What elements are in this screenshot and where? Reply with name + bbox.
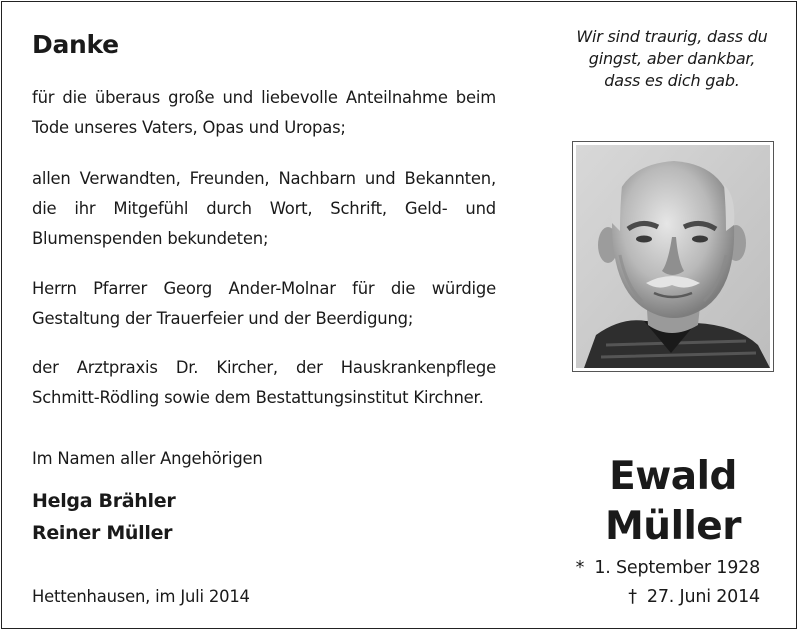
cross-icon: † bbox=[628, 587, 637, 607]
quote-line: Wir sind traurig, dass du bbox=[576, 27, 768, 46]
portrait-image bbox=[576, 145, 770, 368]
thanks-paragraph-3: Herrn Pfarrer Georg Ander-Molnar für die würdige Gestaltung der Trauerfeier und der Beerdigung; bbox=[32, 279, 496, 328]
signer-name: Reiner Müller bbox=[32, 522, 173, 544]
deceased-last-name: Müller bbox=[605, 504, 741, 549]
thanks-paragraph-1: für die überaus große und liebevolle Anteilnahme beim Tode unseres Vaters, Opas und Uropas; bbox=[32, 88, 496, 137]
page-title: Danke bbox=[32, 30, 119, 59]
family-intro: Im Namen aller Angehörigen bbox=[32, 449, 263, 468]
quote-line: gingst, aber dankbar, bbox=[588, 49, 756, 68]
birth-date: 1. September 1928 bbox=[594, 558, 760, 578]
place-date: Hettenhausen, im Juli 2014 bbox=[32, 587, 250, 606]
quote-line: dass es dich gab. bbox=[604, 71, 740, 90]
death-date: 27. Juni 2014 bbox=[646, 587, 760, 607]
death-date-line bbox=[624, 587, 760, 607]
deceased-first-name: Ewald bbox=[609, 454, 737, 499]
memorial-quote bbox=[567, 26, 777, 92]
birth-date-line bbox=[571, 558, 760, 578]
portrait-photo bbox=[572, 141, 774, 372]
birth-symbol: * bbox=[575, 558, 585, 578]
thanks-paragraph-4: der Arztpraxis Dr. Kircher, der Hauskrankenpflege Schmitt-Rödling sowie dem Bestattungsinstitut Kirchner. bbox=[32, 358, 496, 407]
obituary-card bbox=[1, 1, 797, 629]
thanks-paragraph-2: allen Verwandten, Freunden, Nachbarn und Bekannten, die ihr Mitgefühl durch Wort, Schrift, Geld- und Blumenspenden bekundeten; bbox=[32, 169, 496, 248]
signer-name: Helga Brähler bbox=[32, 490, 176, 512]
